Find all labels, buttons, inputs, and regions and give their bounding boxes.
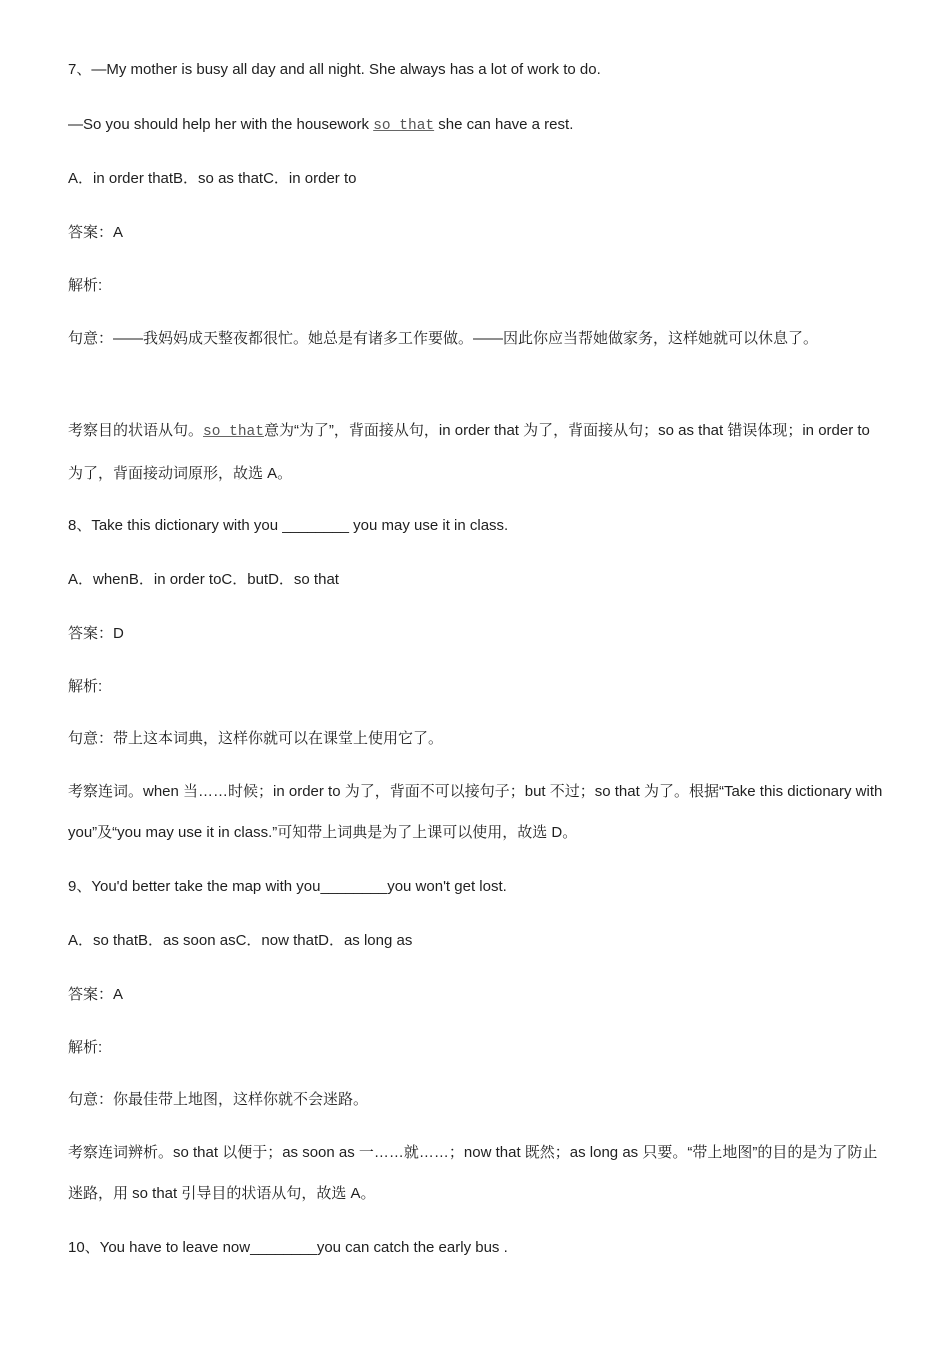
explanation-part: 意为“为了”，背面接从句，in order that 为了，背面接从句；so as that 错误体现；in order to 为了，背面接动词原形，故选 A。 <box>68 422 870 482</box>
filled-blank: so that <box>203 424 264 440</box>
translation: 句意：你最佳带上地图，这样你就不会迷路。 <box>68 1091 369 1108</box>
translation: 句意：——我妈妈成天整夜都很忙。她总是有诸多工作要做。——因此你应当帮她做家务，这样她就可以休息了。 <box>68 330 819 347</box>
answer: 答案：A <box>68 986 124 1003</box>
options: A．in order thatB．so as thatC．in order to <box>68 170 357 187</box>
answer-sentence <box>68 115 573 136</box>
explanation <box>68 410 883 494</box>
translation: 句意：带上这本词典，这样你就可以在课堂上使用它了。 <box>68 730 444 747</box>
question-text: 7、—My mother is busy all day and all night. She always has a lot of work to do. <box>68 61 601 78</box>
question-text: 10、You have to leave now________you can catch the early bus . <box>68 1239 508 1256</box>
analysis-label: 解析: <box>68 1039 103 1056</box>
sentence-part: she can have a rest. <box>434 116 574 133</box>
options: A．so thatB．as soon asC．now thatD．as long as <box>68 932 413 949</box>
answer: 答案：D <box>68 625 124 642</box>
question-text: 9、You'd better take the map with you________you won't get lost. <box>68 878 507 895</box>
question-text: 8、Take this dictionary with you ________ you may use it in class. <box>68 517 509 534</box>
options: A．whenB．in order toC．butD．so that <box>68 571 339 588</box>
explanation-part: 考察目的状语从句。 <box>68 422 204 439</box>
explanation: 考察连词辨析。so that 以便于；as soon as 一……就……；now that 既然；as long as 只要。“带上地图”的目的是为了防止迷路，用 so that 引导目的状语从句，故选 A。 <box>68 1144 878 1202</box>
sentence-part: —So you should help her with the housework <box>68 116 374 133</box>
analysis-label: 解析: <box>68 678 103 695</box>
analysis-label: 解析: <box>68 277 103 294</box>
filled-blank: so that <box>373 118 435 134</box>
explanation: 考察连词。when 当……时候；in order to 为了，背面不可以接句子；but 不过；so that 为了。根据“Take this dictionary with you”及“you may use it in class.”可知带上词典是为了上课可以使用，故选 D。 <box>68 783 883 841</box>
answer: 答案：A <box>68 224 124 241</box>
